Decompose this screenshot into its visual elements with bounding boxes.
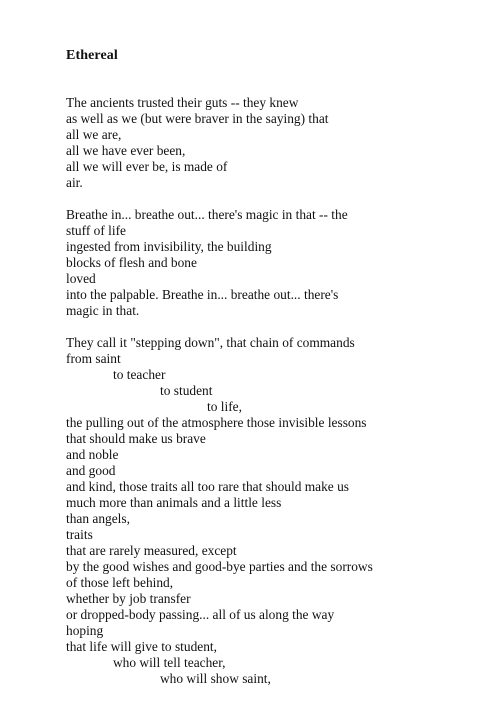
- poem-line: all we have ever been,: [66, 143, 186, 158]
- poem-line: Breathe in... breathe out... there's magic in that -- the: [66, 207, 348, 222]
- poem-line: magic in that.: [66, 303, 140, 318]
- poem-line: or dropped-body passing... all of us along the way: [66, 607, 335, 622]
- stanza-break: [66, 319, 486, 335]
- poem-title: Ethereal: [66, 48, 118, 63]
- poem-line: all we will ever be, is made of: [66, 159, 228, 174]
- poem-line-indented: to teacher: [113, 367, 166, 382]
- poem-line: that life will give to student,: [66, 639, 217, 654]
- poem-line: much more than animals and a little less: [66, 495, 282, 510]
- poem-line: and kind, those traits all too rare that should make us: [66, 479, 350, 494]
- poem-line: blocks of flesh and bone: [66, 255, 197, 270]
- poem-line-indented: to student: [160, 383, 213, 398]
- poem-line-indented: who will show saint,: [160, 671, 271, 686]
- poem-line: The ancients trusted their guts -- they knew: [66, 95, 299, 110]
- poem-line: whether by job transfer: [66, 591, 191, 606]
- poem-line: into the palpable. Breathe in... breathe out... there's: [66, 287, 339, 302]
- poem-line: than angels,: [66, 511, 130, 526]
- poem-line-indented: to life,: [207, 399, 242, 414]
- poem-line: and noble: [66, 447, 119, 462]
- poem-line: of those left behind,: [66, 575, 174, 590]
- poem-line: traits: [66, 527, 93, 542]
- poem-body: [66, 95, 486, 687]
- poem-line: stuff of life: [66, 223, 126, 238]
- poem-line: from saint: [66, 351, 121, 366]
- poem-line: loved: [66, 271, 96, 286]
- poem-line: as well as we (but were braver in the saying) that: [66, 111, 329, 126]
- poem-line: that are rarely measured, except: [66, 543, 237, 558]
- poem-line: all we are,: [66, 127, 122, 142]
- poem-line: the pulling out of the atmosphere those invisible lessons: [66, 415, 367, 430]
- poem-line: that should make us brave: [66, 431, 206, 446]
- stanza-break: [66, 191, 486, 207]
- poem-line: and good: [66, 463, 116, 478]
- poem-line: hoping: [66, 623, 104, 638]
- poem-line: They call it "stepping down", that chain of commands: [66, 335, 355, 350]
- poem-line: ingested from invisibility, the building: [66, 239, 272, 254]
- poem-line: air.: [66, 175, 83, 190]
- poem-line: by the good wishes and good-bye parties and the sorrows: [66, 559, 373, 574]
- poem-line-indented: who will tell teacher,: [113, 655, 226, 670]
